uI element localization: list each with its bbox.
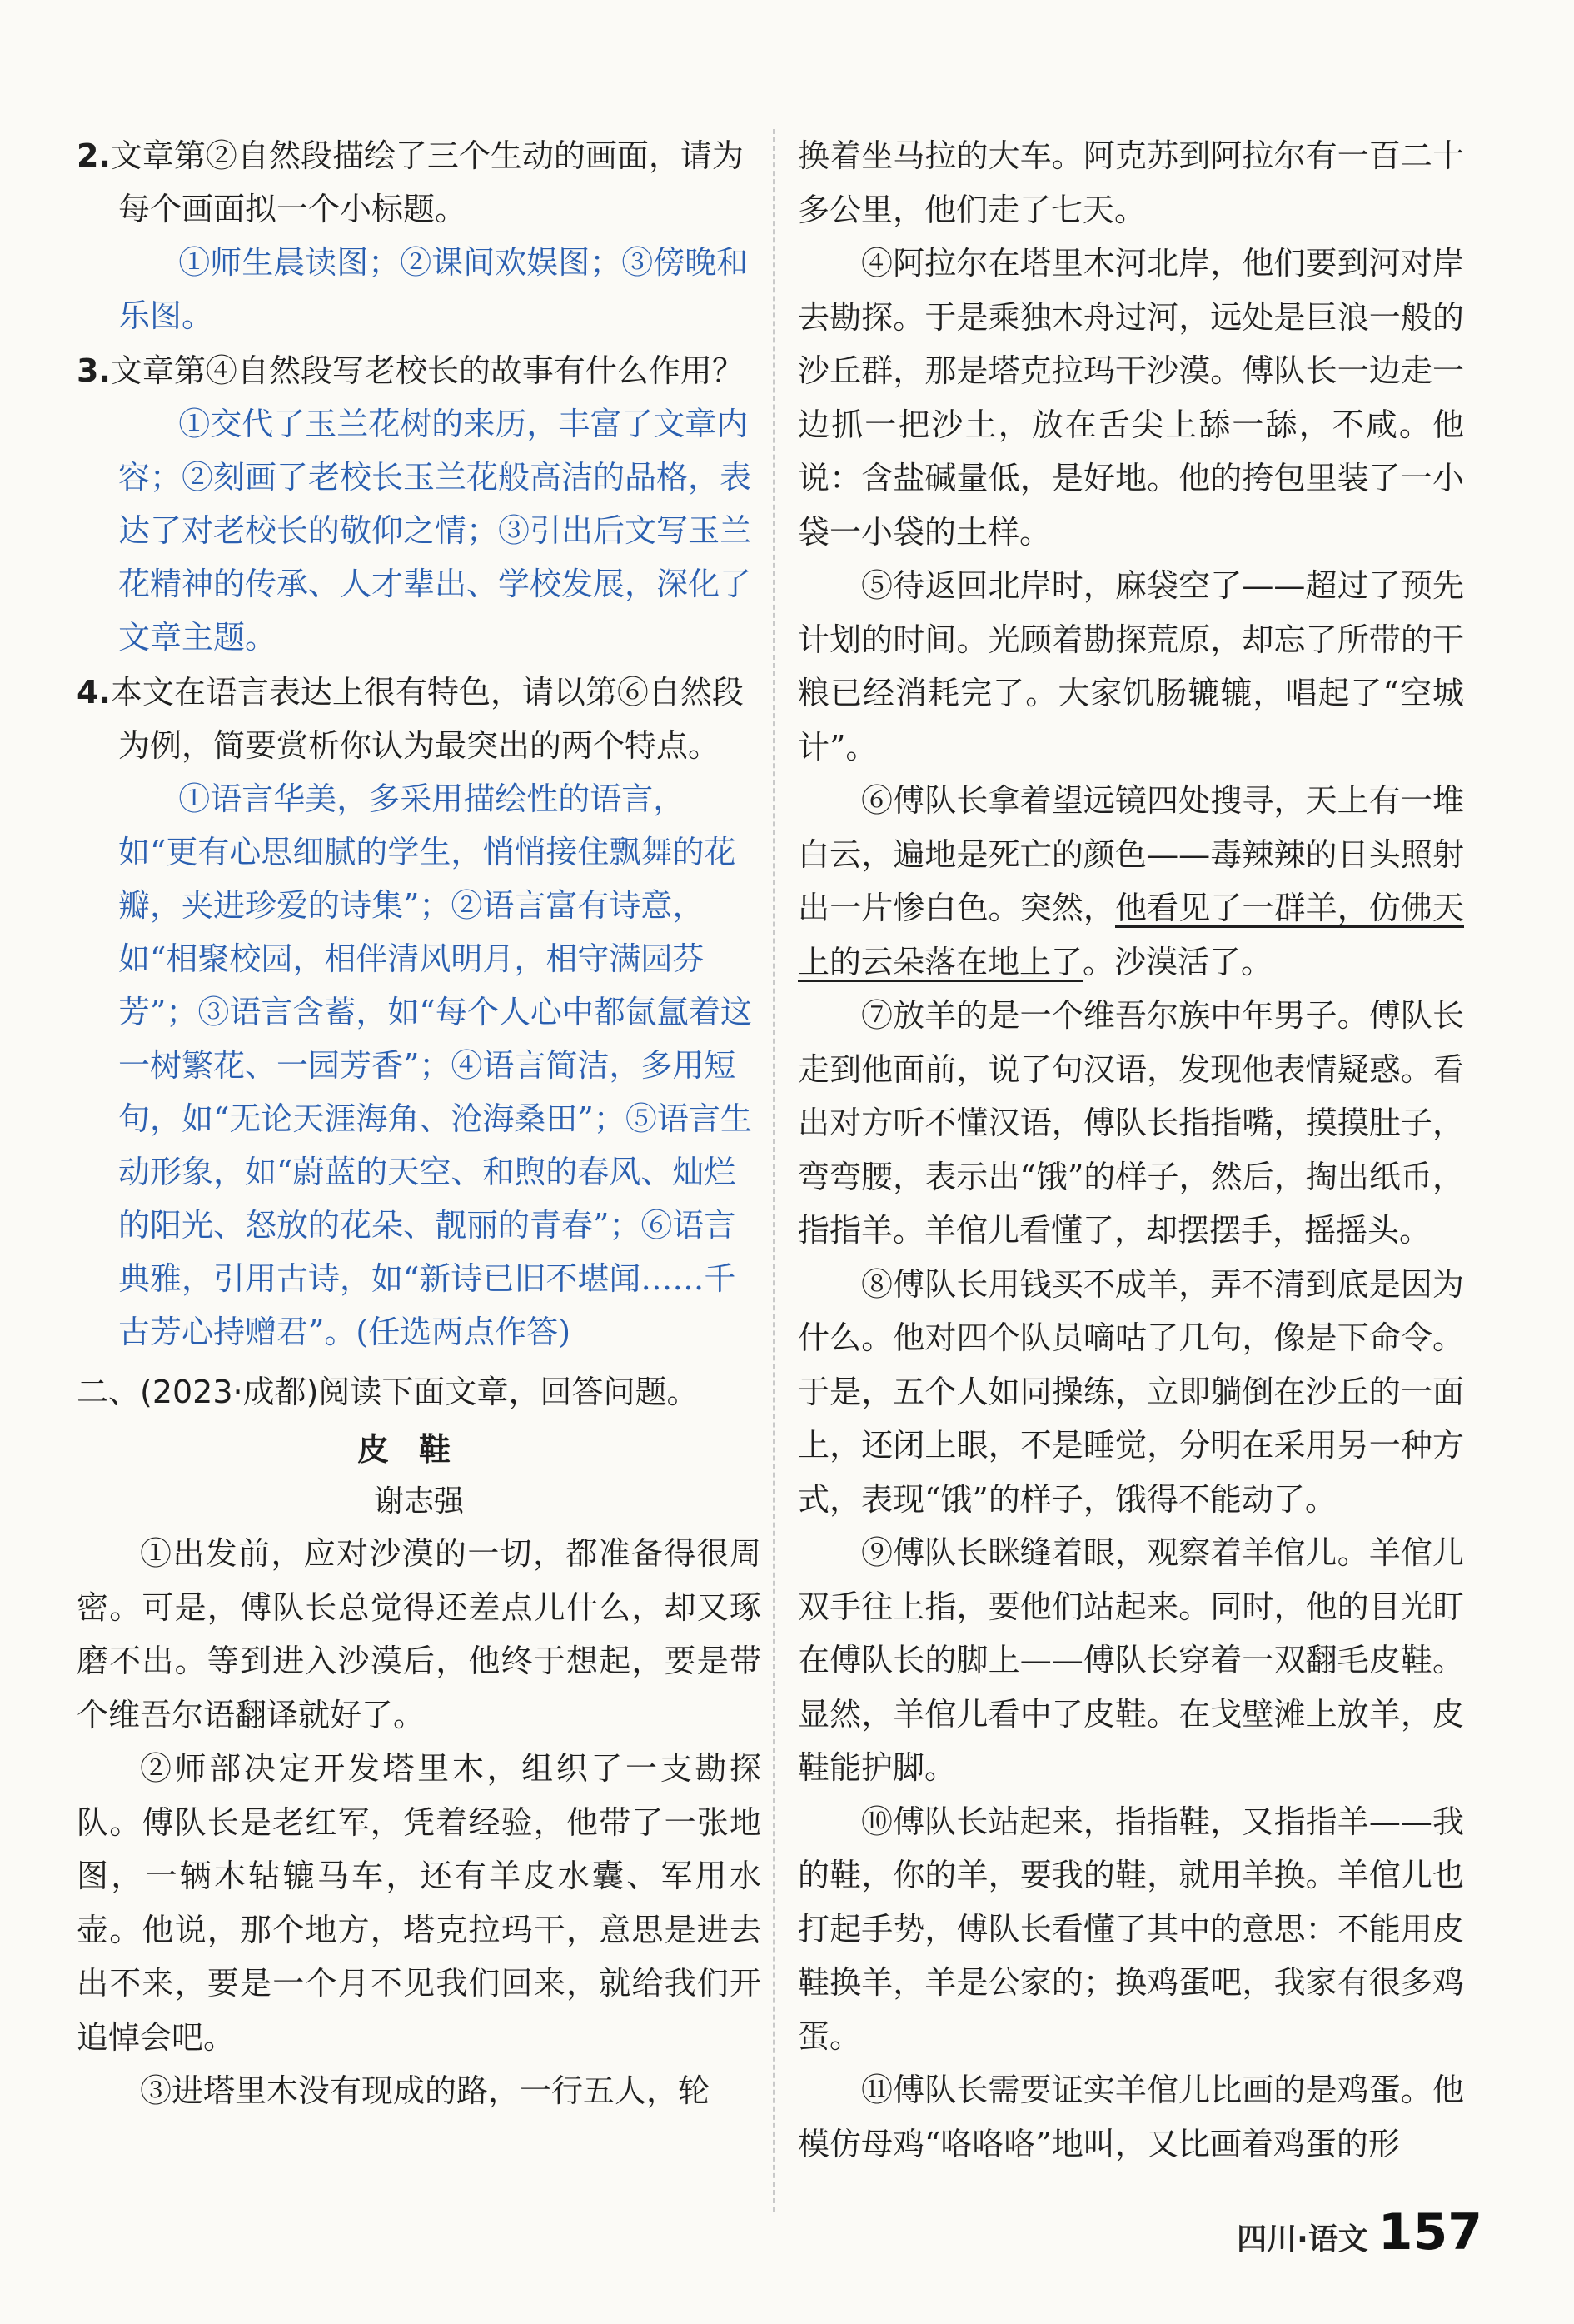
paragraph-4: ④阿拉尔在塔里木河北岸，他们要到河对岸去勘探。于是乘独木舟过河，远处是巨浪一般的沙丘群，那是塔克拉玛干沙漠。傅队长一边走一边抓一把沙土，放在舌尖上舔一舔，不咸。他说：含盐碱量低，是好地。他的挎包里装了一小袋一小袋的土样。 [798,245,1464,551]
question-number: 3. [77,352,111,389]
question-text: 文章第②自然段描绘了三个生动的画面，请为每个画面拟一个小标题。 [110,137,744,227]
paragraph-6-end: 。沙漠活了。 [1083,943,1273,980]
paragraph-10: ⑩傅队长站起来，指指鞋，又指指羊——我的鞋，你的羊，要我的鞋，就用羊换。羊倌儿也打起手势，傅队长看懂了其中的意思：不能用皮鞋换羊，羊是公家的；换鸡蛋吧，我家有很多鸡蛋。 [798,1803,1464,2055]
question-text: 本文在语言表达上很有特色，请以第⑥自然段为例，简要赏析你认为最突出的两个特点。 [110,674,744,764]
question-2 [77,129,761,236]
paragraph-5: ⑤待返回北岸时，麻袋空了——超过了预先计划的时间。光顾着勘探荒原，却忘了所带的干粮已经消耗完了。大家饥肠辘辘，唱起了“空城计”。 [798,567,1464,766]
article-title: 皮鞋 [356,1431,481,1468]
question-3 [77,344,761,397]
book-label: 四川·语文 [1237,2222,1368,2257]
section-heading: 二、(2023·成都)阅读下面文章，回答问题。 [77,1374,699,1410]
paragraph-6-start: ⑥傅队长拿着望远镜四处搜寻，天上有一堆白云，遍地是死亡的颜色——毒辣辣的日头照射出一片惨白色。突然， [798,782,1464,926]
column-divider [773,129,775,2212]
page-number: 157 [1377,2203,1482,2262]
paragraph-6 [798,774,1464,989]
paragraph-8: ⑧傅队长用钱买不成羊，弄不清到底是因为什么。他对四个队员嘀咕了几句，像是下命令。于是，五个人如同操练，立即躺倒在沙丘的一面上，还闭上眼，不是睡觉，分明在采用另一种方式，表现“饿”的样子，饿得不能动了。 [798,1265,1464,1518]
paragraph-7: ⑦放羊的是一个维吾尔族中年男子。傅队长走到他面前，说了句汉语，发现他表情疑惑。看出对方听不懂汉语，傅队长指指嘴，摸摸肚子，弯弯腰，表示出“饿”的样子，然后，掏出纸币，指指羊。羊倌儿看懂了，却摆摆手，摇摇头。 [798,997,1464,1249]
question-number: 2. [77,137,111,174]
paragraph-11: ⑪傅队长需要证实羊倌儿比画的是鸡蛋。他模仿母鸡“咯咯咯”地叫，又比画着鸡蛋的形 [798,2072,1464,2162]
page-footer [1237,2203,1482,2262]
question-number: 4. [77,674,111,711]
paragraph-3-continued: 换着坐马拉的大车。阿克苏到阿拉尔有一百二十多公里，他们走了七天。 [798,137,1464,228]
paragraph-3: ③进塔里木没有现成的路，一行五人，轮 [140,2072,710,2109]
article-author: 谢志强 [373,1484,464,1519]
paragraph-1: ①出发前，应对沙漠的一切，都准备得很周密。可是，傅队长总觉得还差点儿什么，却又琢磨不出。等到进入沙漠后，他终于想起，要是带个维吾尔语翻译就好了。 [77,1535,761,1733]
answer-3: ①交代了玉兰花树的来历，丰富了文章内容；②刻画了老校长玉兰花般高洁的品格，表达了对老校长的敬仰之情；③引出后文写玉兰花精神的传承、人才辈出、学校发展，深化了文章主题。 [118,406,752,656]
question-4 [77,666,761,772]
paragraph-9: ⑨傅队长眯缝着眼，观察着羊倌儿。羊倌儿双手往上指，要他们站起来。同时，他的目光盯在傅队长的脚上——傅队长穿着一双翻毛皮鞋。显然，羊倌儿看中了皮鞋。在戈壁滩上放羊，皮鞋能护脚。 [798,1534,1464,1786]
answer-4: ①语言华美，多采用描绘性的语言，如“更有心思细腻的学生，悄悄接住飘舞的花瓣，夹进珍爱的诗集”；②语言富有诗意，如“相聚校园，相伴清风明月，相守满园芬芳”；③语言含蓄，如“每个人心中都氤氲着这一树繁花、一园芳香”；④语言简洁，多用短句，如“无论天涯海角、沧海桑田”；⑤语言生动形象，如“蔚蓝的天空、和煦的春风、灿烂的阳光、怒放的花朵、靓丽的青春”；⑥语言典雅，引用古诗，如“新诗已旧不堪闻……千古芳心持赠君”。(任选两点作答) [118,780,752,1350]
left-column [77,129,761,2118]
answer-2: ①师生晨读图；②课间欢娱图；③傍晚和乐图。 [118,244,749,334]
paragraph-2: ②师部决定开发塔里木，组织了一支勘探队。傅队长是老红军，凭着经验，他带了一张地图，一辆木轱辘马车，还有羊皮水囊、军用水壶。他说，那个地方，塔克拉玛干，意思是进去出不来，要是一个月不见我们回来，就给我们开追悼会吧。 [77,1750,761,2056]
question-text: 文章第④自然段写老校长的故事有什么作用？ [110,352,744,389]
underlined-sentence: 他看见了一群羊，仿佛天上的云朵落在地上了 [798,890,1464,980]
right-column [798,129,1464,2171]
